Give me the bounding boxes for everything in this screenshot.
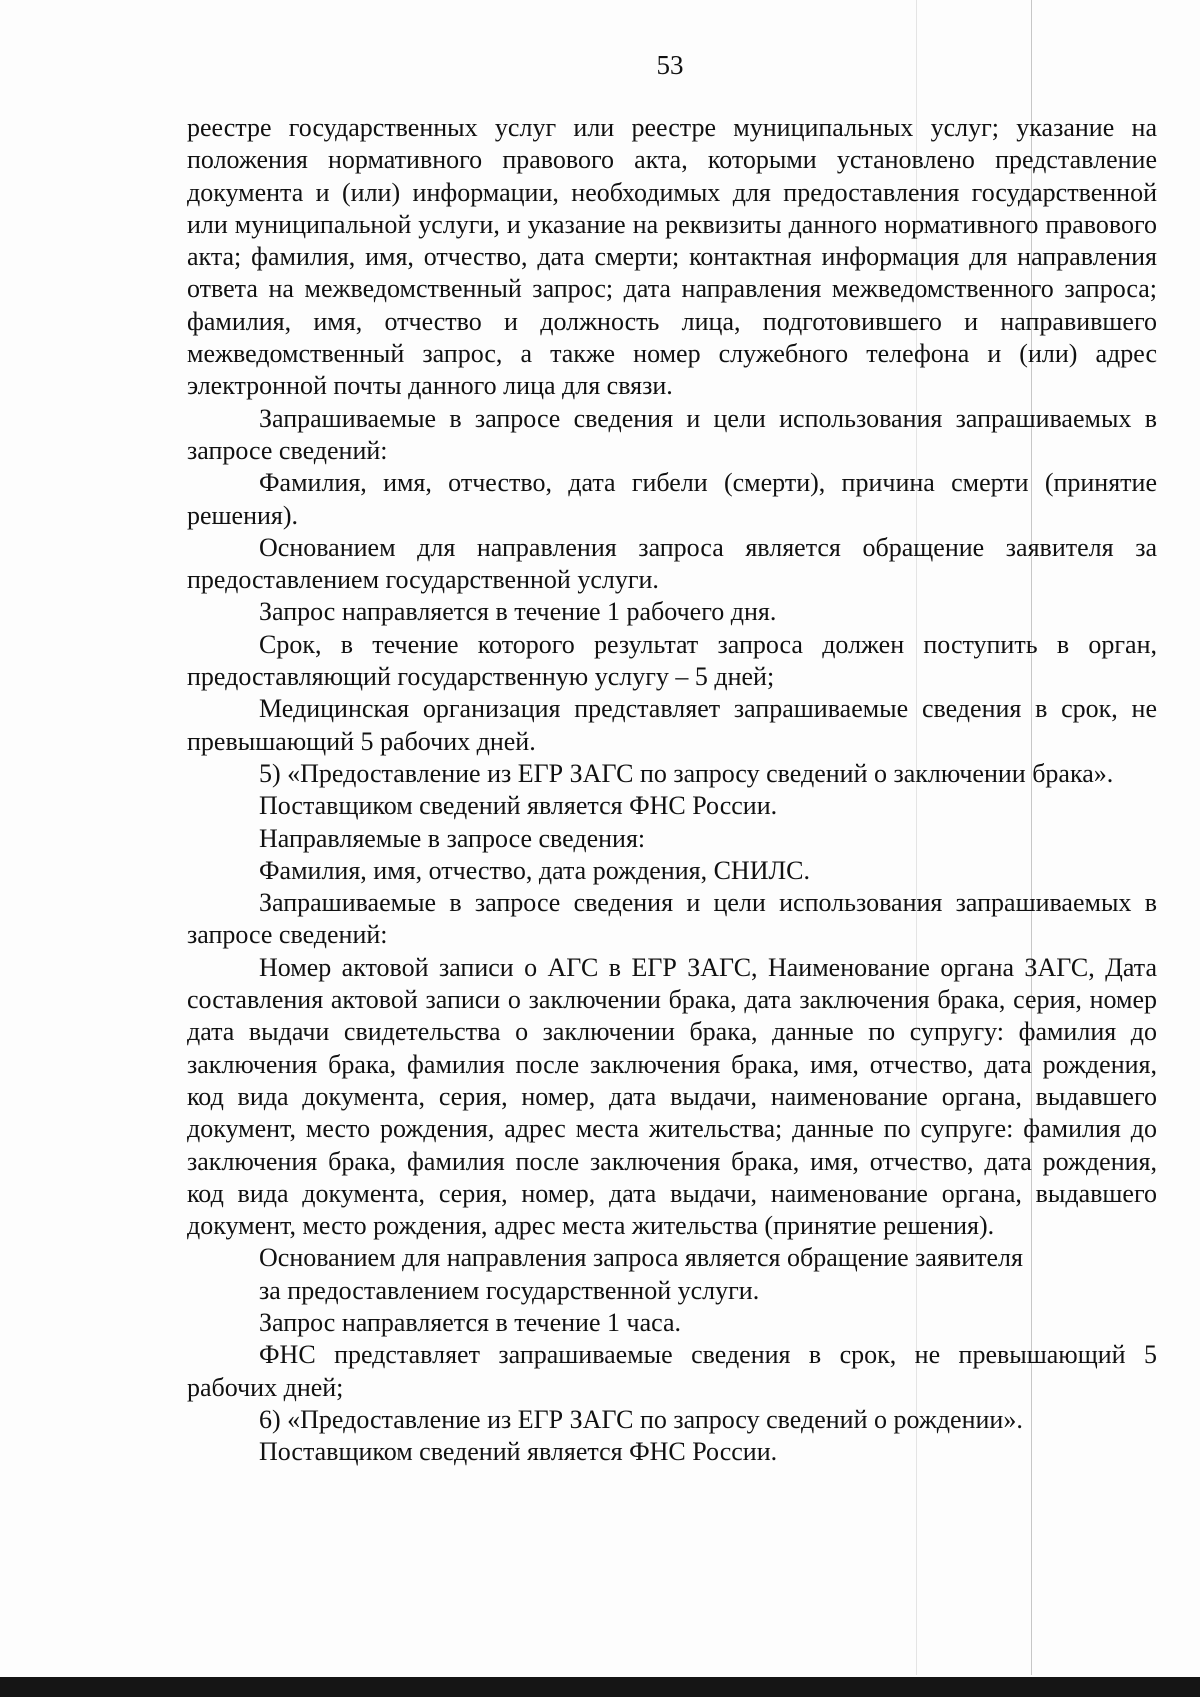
paragraph: Запрашиваемые в запросе сведения и цели использования запрашиваемых в запросе сведений: [187, 403, 1157, 465]
paragraph: реестре государственных услуг или реестре муниципальных услуг; указание на положения нормативного правового акта, которыми установлено представление документа и (или) информации, необходимых для предоставления государственной или муниципальной услуги, и указание на реквизиты данного нормативного правового акта; фамилия, имя, отчество, дата смерти; контактная информация для направления ответа на межведомственный запрос; дата направления межведомственного запроса; фамилия, имя, отчество и должность лица, подготовившего и направившего межведомственный запрос, а также номер служебного телефона и (или) адрес электронной почты данного лица для связи. [187, 113, 1157, 401]
paragraph: Направляемые в запросе сведения: [259, 823, 646, 853]
paragraph: Основанием для направления запроса является обращение заявителя за предоставлением государственной услуги. [187, 532, 1157, 595]
paragraph: Запрашиваемые в запросе сведения и цели использования запрашиваемых в запросе сведений: [187, 888, 1157, 950]
page-number: 53 [656, 50, 684, 80]
paragraph: 5) «Предоставление из ЕГР ЗАГС по запросу сведений о заключении брака». [259, 758, 1114, 788]
paragraph: ФНС представляет запрашиваемые сведения в срок, не превышающий 5 рабочих дней; [187, 1340, 1157, 1402]
paragraph: Основанием для направления запроса является обращение заявителя [259, 1243, 1023, 1273]
paragraph: Срок, в течение которого результат запроса должен поступить в орган, предоставляющий государственную услугу – 5 дней; [187, 629, 1157, 692]
document-body [187, 112, 1157, 1468]
paragraph: Запрос направляется в течение 1 рабочего дня. [259, 597, 777, 627]
scan-bottom-border [0, 1677, 1200, 1697]
paragraph: Медицинская организация представляет запрашиваемые сведения в срок, не превышающий 5 рабочих дней. [187, 694, 1157, 756]
paragraph: Номер актовой записи о АГС в ЕГР ЗАГС, Наименование органа ЗАГС, Дата составления актовой записи о заключении брака, дата заключения брака, серия, номер дата выдачи свидетельства о заключении брака, данные по супругу: фамилия до заключения брака, фамилия после заключения брака, имя, отчество, дата рождения, код вида документа, серия, номер, дата выдачи, наименование органа, выдавшего документ, место рождения, адрес места жительства; данные по супруге: фамилия до заключения брака, фамилия после заключения брака, имя, отчество, дата рождения, код вида документа, серия, номер, дата выдачи, наименование органа, выдавшего документ, место рождения, адрес места жительства (принятие решения). [187, 952, 1157, 1241]
paragraph: Фамилия, имя, отчество, дата гибели (смерти), причина смерти (принятие решения). [187, 468, 1157, 530]
paragraph: Поставщиком сведений является ФНС России. [259, 791, 778, 821]
paragraph: Поставщиком сведений является ФНС России. [259, 1437, 778, 1467]
paragraph: Запрос направляется в течение 1 часа. [259, 1307, 682, 1337]
paragraph: за предоставлением государственной услуги. [259, 1275, 760, 1305]
paragraph: 6) «Предоставление из ЕГР ЗАГС по запросу сведений о рождении». [259, 1404, 1023, 1434]
paragraph: Фамилия, имя, отчество, дата рождения, СНИЛС. [259, 855, 810, 885]
